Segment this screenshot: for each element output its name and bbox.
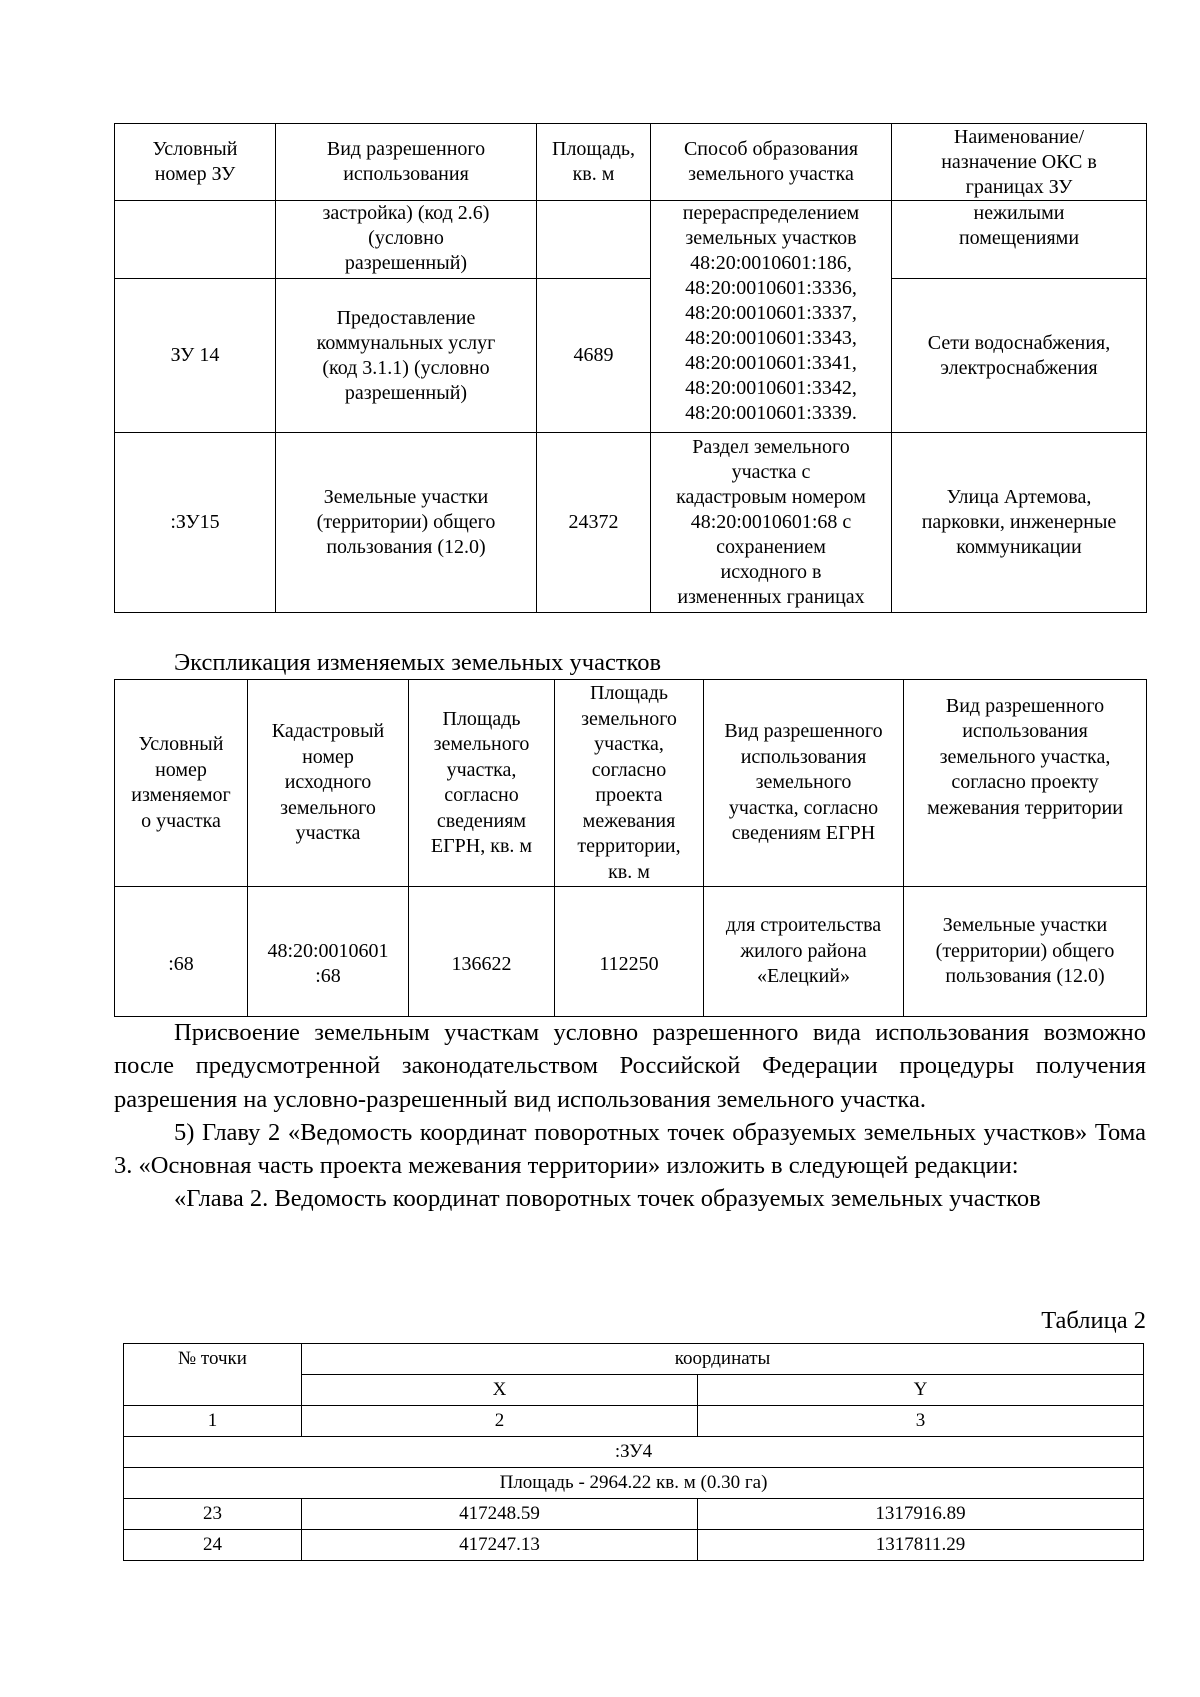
header-cell: Вид разрешенного использования (276, 124, 537, 201)
table-cell: ЗУ 14 (115, 279, 276, 433)
header-cell: Наименование/ назначение ОКС в границах ЗУ (892, 124, 1147, 201)
table-cell: 48:20:0010601 :68 (248, 887, 409, 1017)
header-cell: Условный номер ЗУ (115, 124, 276, 201)
column-number: 2 (302, 1406, 698, 1437)
table-row (124, 1530, 1144, 1561)
header-cell: Способ образования земельного участка (651, 124, 892, 201)
paragraph: «Глава 2. Ведомость координат поворотных точек образуемых земельных участков (174, 1185, 1041, 1213)
body-text (114, 1016, 1146, 1216)
table-cell: Улица Артемова, парковки, инженерные коммуникации (892, 433, 1147, 613)
coordinates-table (123, 1343, 1144, 1561)
explication-table (114, 679, 1147, 1017)
table-row (115, 887, 1147, 1017)
column-number: 1 (124, 1406, 302, 1437)
table-cell: 112250 (555, 887, 704, 1017)
table-cell (115, 201, 276, 279)
table-header-row (115, 124, 1147, 201)
column-number: 3 (698, 1406, 1144, 1437)
table-row (115, 433, 1147, 613)
paragraph: 5) Главу 2 «Ведомость координат поворотных точек образуемых земельных участков» Тома 3. «Основная часть проекта межевания территории» изложить в следующей редакции: (114, 1118, 1146, 1180)
coordinates-header: координаты (302, 1344, 1144, 1375)
table-cell: нежилыми помещениями (892, 201, 1147, 279)
table-cell: 136622 (409, 887, 555, 1017)
table-number-label: Таблица 2 (1041, 1307, 1146, 1334)
y-header: Y (698, 1375, 1144, 1406)
x-header: X (302, 1375, 698, 1406)
area-cell: Площадь - 2964.22 кв. м (0.30 га) (124, 1468, 1144, 1499)
table-cell (537, 201, 651, 279)
column-numbers-row (124, 1406, 1144, 1437)
x-value: 417247.13 (302, 1530, 698, 1561)
x-value: 417248.59 (302, 1499, 698, 1530)
explication-caption: Экспликация изменяемых земельных участков (174, 649, 662, 676)
table-cell: Земельные участки (территории) общего пользования (12.0) (276, 433, 537, 613)
table-cell: :ЗУ15 (115, 433, 276, 613)
point-number: 24 (124, 1530, 302, 1561)
header-cell: Площадь земельного участка, согласно проекта межевания территории, кв. м (555, 680, 704, 887)
section-title: :ЗУ4 (124, 1437, 1144, 1468)
table-cell: Сети водоснабжения, электроснабжения (892, 279, 1147, 433)
table-cell: :68 (115, 887, 248, 1017)
point-number: 23 (124, 1499, 302, 1530)
y-value: 1317916.89 (698, 1499, 1144, 1530)
table-cell: для строительства жилого района «Елецкий» (704, 887, 904, 1017)
point-number-header: № точки (124, 1344, 302, 1406)
paragraph: Присвоение земельным участкам условно разрешенного вида использования возможно после предусмотренной законодательством Российской Федерации процедуры получения разрешения на условно-разрешенный вид использования земельного участка. (114, 1019, 1146, 1113)
header-cell: Площадь земельного участка, согласно сведениям ЕГРН, кв. м (409, 680, 555, 887)
table-row (115, 201, 1147, 279)
header-cell: Кадастровый номер исходного земельного участка (248, 680, 409, 887)
table-header-row (115, 680, 1147, 887)
header-cell: Вид разрешенного использования земельного участка, согласно проекту межевания территории (904, 680, 1147, 887)
area-row (124, 1468, 1144, 1499)
header-cell: Условный номер изменяемог о участка (115, 680, 248, 887)
table-cell: Земельные участки (территории) общего пользования (12.0) (904, 887, 1147, 1017)
table-cell: 24372 (537, 433, 651, 613)
table-header-row (124, 1344, 1144, 1375)
header-cell: Площадь, кв. м (537, 124, 651, 201)
y-value: 1317811.29 (698, 1530, 1144, 1561)
land-plots-table (114, 123, 1147, 613)
table-cell: Предоставление коммунальных услуг (код 3.1.1) (условно разрешенный) (276, 279, 537, 433)
table-cell: 4689 (537, 279, 651, 433)
table-cell: Раздел земельного участка с кадастровым номером 48:20:0010601:68 с сохранением исходного в измененных границах (651, 433, 892, 613)
header-cell: Вид разрешенного использования земельного участка, согласно сведениям ЕГРН (704, 680, 904, 887)
formation-method-cell: перераспределением земельных участков 48:20:0010601:186, 48:20:0010601:3336, 48:20:0010601:3337, 48:20:0010601:3343, 48:20:0010601:3341, 48:20:0010601:3342, 48:20:0010601:3339. (651, 201, 892, 433)
table-cell: застройка) (код 2.6) (условно разрешенный) (276, 201, 537, 279)
table-row (115, 279, 1147, 433)
table-row (124, 1499, 1144, 1530)
section-row (124, 1437, 1144, 1468)
